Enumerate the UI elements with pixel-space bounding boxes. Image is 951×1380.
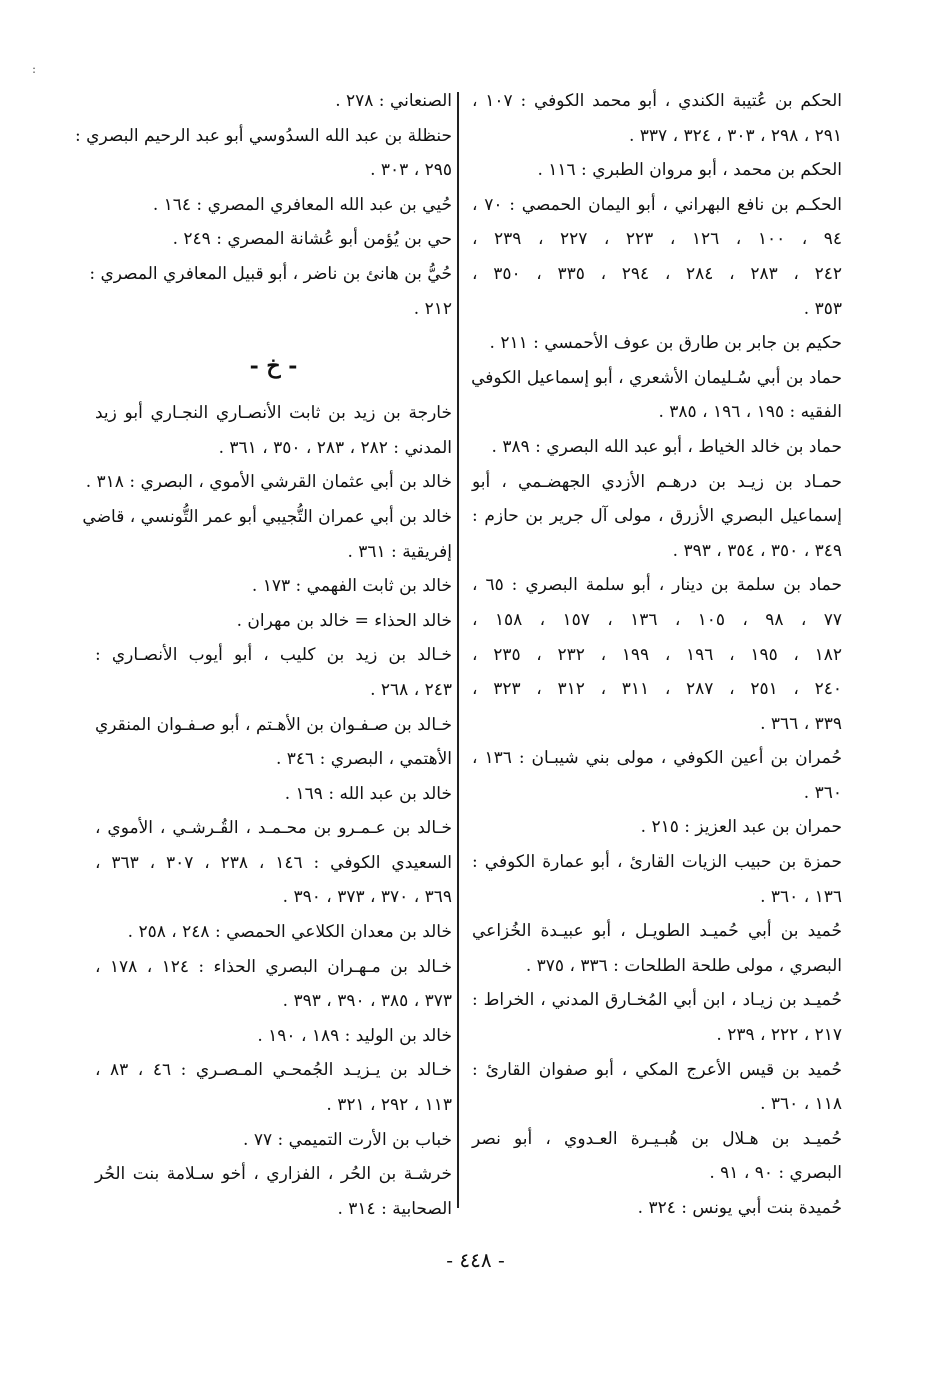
index-line: خارجة بن زيد بن ثابت الأنصـاري النجـاري أبو زيد (95, 403, 452, 424)
index-line: الصنعاني : ٢٧٨ . (335, 91, 452, 111)
index-line: حُيُّ بن هانئ بن ناضر ، أبو قبيل المعافري المصري : (89, 263, 452, 284)
corner-mark: : (32, 62, 37, 76)
index-line: الصحابية : ٣١٤ . (337, 1198, 452, 1219)
index-line: ٣٣٩ ، ٣٦٦ . (760, 713, 842, 734)
index-line: حنظلة بن عبد الله السدُوسي أبو عبد الرحيم البصري : (75, 125, 452, 146)
index-line: حُميـد بن زيـاد ، ابن أبي المُخـارق المدني ، الخراط : (472, 990, 842, 1011)
index-line: ٣٦٠ . (803, 782, 842, 803)
index-line: ١١٨ ، ٣٦٠ . (760, 1094, 842, 1115)
index-line: خـالد بن عـمـرو بن محـمـد ، القُـرشـي ، الأموي ، (95, 818, 452, 839)
index-line: ٧٧ ، ٩٨ ، ١٠٥ ، ١٣٦ ، ١٥٧ ، ١٥٨ ، (472, 609, 843, 630)
index-line: الأهتمي ، البصري : ٣٤٦ . (275, 749, 452, 770)
index-line: الحكـم بن نافع البهراني ، أبو اليمان الحمصي : ٧٠ ، (472, 194, 842, 215)
index-line: الفقيه : ١٩٥ ، ١٩٦ ، ٣٨٥ . (658, 402, 842, 423)
index-line: خالد بن الوليد : ١٨٩ ، ١٩٠ . (257, 1025, 452, 1046)
index-line: ٣٥٣ . (803, 298, 842, 319)
index-column-left (75, 84, 453, 1226)
index-line: ١١٣ ، ٢٩٢ ، ٣٢١ . (326, 1095, 452, 1116)
index-line: خـالد بن يـزيـد الجُمحـي المـصـري : ٤٦ ، ٨٣ ، (95, 1060, 453, 1081)
index-line: حكيم بن جابر بن طارق بن عوف الأحمسي : ٢١١ . (489, 333, 842, 354)
index-line: ٢٤٢ ، ٢٨٣ ، ٢٨٤ ، ٢٩٤ ، ٣٣٥ ، ٣٥٠ ، (472, 263, 842, 284)
index-line: حمران بن عبد العزيز : ٢١٥ . (640, 817, 842, 838)
index-line: خـالد بن صـفـوان بن الأهـتم ، أبو صـفـوان المنقري (95, 714, 452, 735)
index-line: حُميد بن قيس الأعرج المكي ، أبو صفوان القارئ : (472, 1059, 842, 1080)
index-line: حمـاد بن زيـد بن درهـم الأزدي الجهضـمي ، أبو (472, 471, 842, 492)
index-line: الحكم بن عُتيبة الكندي ، أبو محمد الكوفي : ١٠٧ ، (472, 91, 842, 111)
index-line: ١٣٦ ، ٣٦٠ . (760, 886, 842, 907)
index-line: ٣٧٣ ، ٣٨٥ ، ٣٩٠ ، ٣٩٣ . (282, 991, 452, 1012)
index-line: البصري : ٩٠ ، ٩١ . (709, 1163, 842, 1184)
page-number: - ٤٤٨ - (446, 1248, 505, 1272)
index-line: ٢٤٣ ، ٢٦٨ . (370, 679, 452, 700)
index-line: خـالد بن مـهـران البصري الحذاء : ١٢٤ ، ١٧٨ ، (95, 956, 453, 977)
index-line: خالد بن معدان الكلاعي الحمصي : ٢٤٨ ، ٢٥٨ . (127, 922, 452, 943)
index-line: حُميد بن أبي حُميـد الطويـل ، أبو عبيـدة الخُزاعي (472, 921, 842, 942)
index-line: ٢٩٥ ، ٣٠٣ . (370, 160, 452, 181)
index-line: ٢١٢ . (413, 298, 452, 319)
index-line: خالد الحذاء = خالد بن مهران . (236, 610, 452, 631)
index-line: حُيي بن عبد الله المعافري المصري : ١٦٤ . (152, 194, 452, 215)
index-line: إفريقية : ٣٦١ . (347, 541, 452, 562)
index-line: حماد بن خالد الخياط ، أبو عبد الله البصري : ٣٨٩ . (491, 436, 842, 457)
index-line: خالد بن أبي عثمان القرشي الأموي ، البصري : ٣١٨ . (85, 472, 452, 493)
index-line: ٢١٧ ، ٢٢٢ ، ٢٣٩ . (716, 1025, 842, 1046)
index-line: إسماعيل البصري الأزرق ، مولى آل جرير بن حازم : (472, 506, 842, 527)
index-line: ٣٦٩ ، ٣٧٠ ، ٣٧٣ ، ٣٩٠ . (282, 887, 452, 908)
section-heading: - خ - (249, 353, 298, 380)
index-line: حماد بن أبي سُـليمان الأشعري ، أبو إسماعيل الكوفي (471, 367, 842, 388)
index-line: حُميدة بنت أبي يونس : ٣٢٤ . (637, 1198, 842, 1218)
index-line: ٩٤ ، ١٠٠ ، ١٢٦ ، ٢٢٣ ، ٢٢٧ ، ٢٣٩ ، (472, 229, 843, 250)
index-line: خالد بن أبي عمران التُّجيبي أبو عمر التُّونسي ، قاضي (82, 506, 452, 527)
index-line: حي بن يُؤمن أبو عُشانة المصري : ٢٤٩ . (172, 229, 452, 250)
index-line: ١٨٢ ، ١٩٥ ، ١٩٦ ، ١٩٩ ، ٢٣٢ ، ٢٣٥ ، (472, 644, 842, 665)
index-line: خرشـة بن الحُر ، الفزاري ، أخو سـلامة بنت الحُر (95, 1164, 452, 1185)
index-line: ٢٤٠ ، ٢٥١ ، ٢٨٧ ، ٣١١ ، ٣١٢ ، ٣٢٣ ، (472, 679, 842, 700)
index-line: حُميـد بن هـلال بن هُبـيـرة العـدوي ، أبو نصر (472, 1128, 842, 1149)
column-divider (457, 92, 459, 1208)
index-line: السعيدي الكوفي : ١٤٦ ، ٢٣٨ ، ٣٠٧ ، ٣٦٣ ، (95, 852, 453, 873)
index-line: ٣٤٩ ، ٣٥٠ ، ٣٥٤ ، ٣٩٣ . (672, 540, 842, 561)
index-line: خالد بن ثابت الفهمي : ١٧٣ . (251, 576, 452, 597)
index-line: حماد بن سلمة بن دينار ، أبو سلمة البصري : ٦٥ ، (472, 575, 842, 596)
index-line: حُمران بن أعين الكوفي ، مولى بني شيبـان : ١٣٦ ، (472, 748, 843, 769)
index-line: خـالد بن زيد بن كليب ، أبو أيوب الأنصـاري : (95, 645, 452, 666)
index-line: خالد بن عبد الله : ١٦٩ . (284, 783, 452, 804)
index-column-right (472, 84, 842, 1226)
index-line: حمزة بن حبيب الزيات القارئ ، أبو عمارة الكوفي : (472, 852, 842, 873)
index-line: الحكم بن محمد ، أبو مروان الطبري : ١١٦ . (537, 160, 842, 181)
index-line: المدني : ٢٨٢ ، ٢٨٣ ، ٣٥٠ ، ٣٦١ . (218, 437, 452, 458)
index-line: خباب بن الأرت التميمي : ٧٧ . (243, 1129, 452, 1150)
index-line: البصري ، مولى طلحة الطلحات : ٣٣٦ ، ٣٧٥ . (525, 955, 842, 976)
index-line: ٢٩١ ، ٢٩٨ ، ٣٠٣ ، ٣٢٤ ، ٣٣٧ . (628, 125, 842, 146)
